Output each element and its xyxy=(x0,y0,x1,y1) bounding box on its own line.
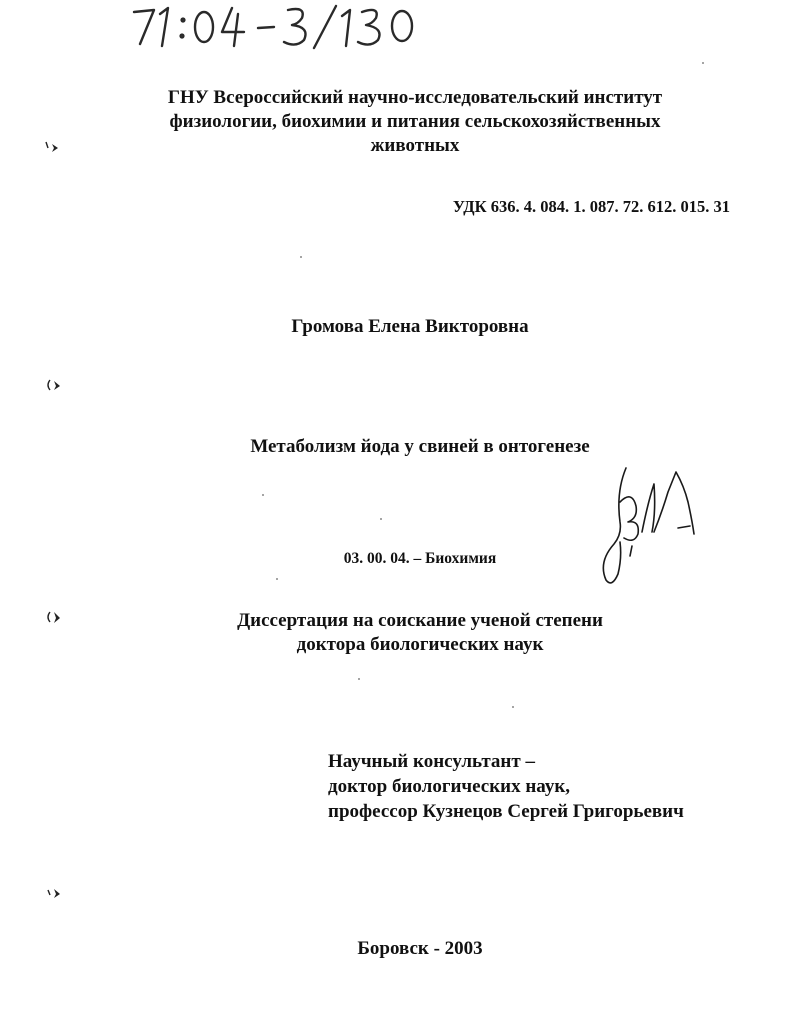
institute-line-3: животных xyxy=(370,135,460,156)
udc-code: УДК 636. 4. 084. 1. 087. 72. 612. 015. 31 xyxy=(452,197,730,216)
scan-speck xyxy=(300,256,302,258)
scan-speck xyxy=(276,578,278,580)
binder-mark-icon xyxy=(46,886,62,900)
consultant-line-2: доктор биологических наук, xyxy=(328,776,571,797)
binder-mark-icon xyxy=(46,610,62,624)
consultant-line-1: Научный консультант – xyxy=(328,751,535,772)
scan-speck xyxy=(702,62,704,64)
specialty-code: 03. 00. 04. – Биохимия xyxy=(343,550,497,567)
consultant-line-3: профессор Кузнецов Сергей Григорьевич xyxy=(328,801,684,822)
signature-drawing xyxy=(592,462,712,592)
dissertation-title: Метаболизм йода у свиней в онтогенезе xyxy=(250,436,590,457)
degree-line-1: Диссертация на соискание ученой степени xyxy=(237,610,603,631)
degree-line-2: доктора биологических наук xyxy=(296,634,544,655)
binder-mark-icon xyxy=(44,140,60,154)
place-and-year: Боровск - 2003 xyxy=(357,938,483,959)
institute-name xyxy=(110,86,720,158)
scan-speck xyxy=(512,706,514,708)
degree-statement xyxy=(170,609,670,657)
institute-line-1: ГНУ Всероссийский научно-исследовательский институт xyxy=(167,87,663,108)
scan-speck xyxy=(380,518,382,520)
handwritten-archive-code xyxy=(128,0,448,50)
institute-line-2: физиологии, биохимии и питания сельскохозяйственных xyxy=(169,111,661,132)
scan-speck xyxy=(358,678,360,680)
author-name: Громова Елена Викторовна xyxy=(291,316,529,337)
handwritten-code-drawing xyxy=(128,0,448,50)
scientific-consultant xyxy=(328,749,748,824)
scan-speck xyxy=(262,494,264,496)
signature xyxy=(592,462,712,592)
binder-mark-icon xyxy=(46,378,62,392)
